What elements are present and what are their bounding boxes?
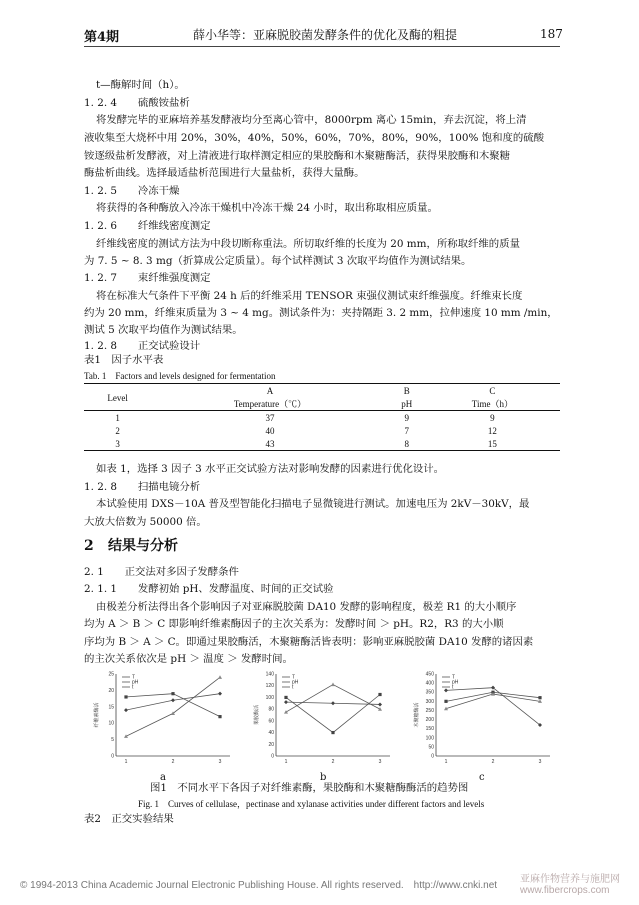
y-tick-label: 10: [108, 720, 114, 727]
text-line: 1. 2. 7 束纤维强度测定: [84, 272, 211, 284]
table-header-cell: C: [425, 384, 560, 398]
text-line: 序均为 B ＞ A ＞ C。即通过果胶酶活，木聚糖酶活皆表明：影响亚麻脱胶菌 DA10 发酵的诸因素: [84, 636, 534, 648]
table-header-cell: pH: [389, 397, 425, 411]
chart-b: [250, 668, 395, 768]
data-point: [331, 701, 335, 705]
x-tick-label: 3: [378, 759, 382, 765]
table-header-cell: Time（h）: [425, 397, 560, 411]
text-line: 液收集至大烧杯中用 20%，30%，40%，50%，60%，70%，80%，90%，100% 饱和度的硫酸: [84, 132, 545, 144]
table-cell: 15: [425, 437, 560, 451]
text-line: 将获得的各种酶放入冷冻干燥机中冷冻干燥 24 小时，取出称取相应质量。: [96, 202, 438, 214]
y-axis-label: 果胶酶活: [254, 704, 260, 726]
table-cell: 9: [404, 412, 409, 423]
legend-label: pH: [132, 679, 139, 686]
chart-c: [410, 668, 555, 768]
table-cell: 1: [115, 412, 120, 423]
header-rule: [84, 46, 560, 47]
y-tick-label: 400: [425, 680, 434, 687]
y-tick-label: 25: [108, 671, 114, 678]
legend-label: t: [452, 684, 454, 691]
y-tick-label: 150: [425, 726, 434, 733]
figure1-caption-en: Fig. 1 Curves of cellulase，pectinase and xylanase activities under different factors and levels: [138, 799, 485, 809]
figure1-charts: [90, 668, 560, 768]
x-tick-label: 2: [171, 759, 175, 765]
y-tick-label: 100: [265, 694, 274, 701]
text-line: 本试验使用 DXS－10A 普及型智能化扫描电子显微镜进行测试。加速电压为 2kV－30kV，最: [96, 498, 530, 510]
y-tick-label: 0: [111, 753, 114, 760]
text-line: 将在标准大气条件下平衡 24 h 后的纤维采用 TENSOR 束强仪测试束纤维强度。纤维束长度: [96, 290, 523, 302]
text-line: 铵逐级盐析发酵液，对上清液进行取样测定相应的果胶酶和木聚糖酶活，获得果胶酶和木聚糖: [84, 150, 511, 162]
table-row: [84, 411, 560, 425]
table1-caption-en: Tab. 1 Factors and levels designed for fermentation: [84, 371, 276, 381]
section-heading: [84, 535, 178, 555]
text-line: 酶盐析曲线。选择最适盐析范围进行大量盐析，获得大量酶。: [84, 167, 365, 179]
watermark-line: www.fibercrops.com: [520, 885, 610, 896]
y-tick-label: 80: [268, 706, 274, 713]
table-header-row: [84, 397, 560, 411]
table-cell: 43: [151, 437, 388, 451]
data-point: [218, 675, 222, 679]
data-point: [331, 683, 335, 687]
legend-label: pH: [292, 679, 299, 686]
y-tick-label: 450: [425, 671, 434, 678]
table2-caption: 表2 正交实验结果: [84, 813, 174, 825]
legend-label: t: [292, 684, 294, 691]
table-header-cell: B: [389, 384, 425, 398]
y-tick-label: 5: [111, 737, 114, 744]
y-tick-label: 300: [425, 698, 434, 705]
text-line: 1. 2. 6 纤维线密度测定: [84, 220, 211, 232]
y-tick-label: 350: [425, 689, 434, 696]
table-row: [84, 424, 560, 437]
legend-label: T: [132, 674, 136, 681]
copyright-footer: © 1994-2013 China Academic Journal Electronic Publishing House. All rights reserved. http://www.cnki.net: [20, 880, 498, 891]
text-line: 表1 因子水平表: [84, 354, 164, 366]
y-tick-label: 120: [265, 683, 274, 690]
section-title: 结果与分析: [108, 538, 178, 554]
legend-label: pH: [452, 679, 459, 686]
issue-number: 第4期: [84, 30, 120, 45]
text-line: 大放大倍数为 50000 倍。: [84, 516, 207, 528]
x-tick-label: 1: [124, 759, 128, 765]
text-line: t—酶解时间（h）。: [96, 79, 185, 91]
text-line: 为 7. 5 ~ 8. 3 mg（折算成公定质量）。每个试样测试 3 次取平均值作为测试结果。: [84, 255, 472, 267]
y-tick-label: 140: [265, 671, 274, 678]
text-line: 约为 20 mm，纤维束质量为 3 ~ 4 mg。测试条件为：夹持隔距 3. 2 mm，拉伸速度 10 mm /min，: [84, 307, 558, 319]
y-tick-label: 200: [425, 717, 434, 724]
y-tick-label: 15: [108, 704, 114, 711]
data-point: [378, 702, 382, 706]
text-line: 将发酵完毕的亚麻培养基发酵液均分至离心管中，8000rpm 离心 15min，弃去沉淀，将上清: [96, 114, 527, 126]
y-tick-label: 40: [268, 730, 274, 737]
series-line-pH: [286, 695, 380, 733]
y-axis-label: 纤维素酶活: [94, 702, 100, 728]
y-tick-label: 50: [428, 744, 434, 751]
y-tick-label: 0: [431, 753, 434, 760]
data-point: [284, 710, 288, 714]
legend-label: T: [292, 674, 296, 681]
data-point: [378, 707, 382, 711]
x-tick-label: 3: [218, 759, 222, 765]
data-point: [124, 708, 128, 712]
y-tick-label: 20: [268, 741, 274, 748]
table-cell: 8: [389, 437, 425, 451]
table-cell: 3: [84, 437, 151, 451]
y-tick-label: 100: [425, 735, 434, 742]
chart-a: [90, 668, 235, 768]
data-point: [124, 695, 127, 698]
data-point: [284, 700, 288, 704]
y-tick-label: 250: [425, 707, 434, 714]
y-axis-label: 木聚糖酶活: [414, 702, 420, 728]
data-point: [171, 698, 175, 702]
table-cell: 40: [265, 425, 275, 436]
text-line: 如表 1，选择 3 因子 3 水平正交试验方法对影响发酵的因素进行优化设计。: [96, 463, 445, 475]
watermark-line: 亚麻作物营养与施肥网: [520, 874, 620, 885]
text-line: 1. 2. 5 冷冻干燥: [84, 185, 180, 197]
text-line: 测试 5 次取平均值作为测试结果。: [84, 324, 243, 336]
data-point: [171, 692, 174, 695]
text-line: 1. 2. 4 硫酸铵盐析: [84, 97, 190, 109]
x-tick-label: 1: [284, 759, 288, 765]
table-cell: 2: [115, 425, 120, 436]
section-number: 2: [84, 538, 94, 554]
table-cell: 37: [265, 412, 275, 423]
running-title: 薛小华等：亚麻脱胶菌发酵条件的优化及酶的粗提: [193, 28, 458, 42]
text-line: 2. 1. 1 发酵初始 pH、发酵温度、时间的正交试验: [84, 583, 334, 595]
data-point: [284, 696, 287, 699]
table-header-row: [84, 384, 560, 398]
watermark: [520, 874, 620, 896]
text-line: 均为 A ＞ B ＞ C 即影响纤维素酶因子的主次关系为：发酵时间 ＞ pH。R2，R3 的大小顺: [84, 618, 504, 630]
y-tick-label: 60: [268, 718, 274, 725]
chart-a-label: a: [160, 772, 166, 783]
y-tick-label: 0: [271, 753, 274, 760]
text-line: 纤维线密度的测试方法为中段切断称重法。所切取纤维的长度为 20 mm，所称取纤维的质量: [96, 238, 520, 250]
y-tick-label: 20: [108, 687, 114, 694]
figure1-caption: 图1 不同水平下各因子对纤维素酶，果胶酶和木聚糖酶酶活的趋势图: [150, 782, 469, 794]
table-row: [84, 437, 560, 451]
legend-label: T: [452, 674, 456, 681]
text-line: 由极差分析法得出各个影响因子对亚麻脱胶菌 DA10 发酵的影响程度，极差 R1 的大小顺序: [96, 601, 517, 613]
text-line: 的主次关系依次是 pH ＞ 温度 ＞ 发酵时间。: [84, 653, 293, 665]
data-point: [378, 693, 381, 696]
x-tick-label: 2: [491, 759, 495, 765]
data-point: [444, 700, 447, 703]
table-header-cell: Temperature（℃）: [151, 397, 388, 411]
chart-b-label: b: [320, 772, 327, 783]
x-tick-label: 2: [331, 759, 335, 765]
data-point: [218, 715, 221, 718]
legend-label: t: [132, 684, 134, 691]
table-cell: 7: [404, 425, 409, 436]
table-header-cell: A: [151, 384, 388, 398]
factor-level-table: [84, 383, 560, 451]
chart-c-label: c: [479, 772, 485, 783]
x-tick-label: 1: [444, 759, 448, 765]
table-cell: 9: [490, 412, 495, 423]
table-cell: 12: [487, 425, 497, 436]
data-point: [124, 734, 128, 738]
data-point: [331, 731, 334, 734]
page-number: 187: [540, 27, 563, 41]
data-point: [218, 692, 222, 696]
text-line: 1. 2. 8 扫描电镜分析: [84, 481, 201, 493]
text-line: 2. 1 正交法对多因子发酵条件: [84, 566, 239, 578]
text-line: 1. 2. 8 正交试验设计: [84, 340, 201, 352]
table-header-cell: Level: [84, 391, 151, 405]
data-point: [444, 688, 448, 692]
x-tick-label: 3: [538, 759, 542, 765]
data-point: [538, 696, 541, 699]
